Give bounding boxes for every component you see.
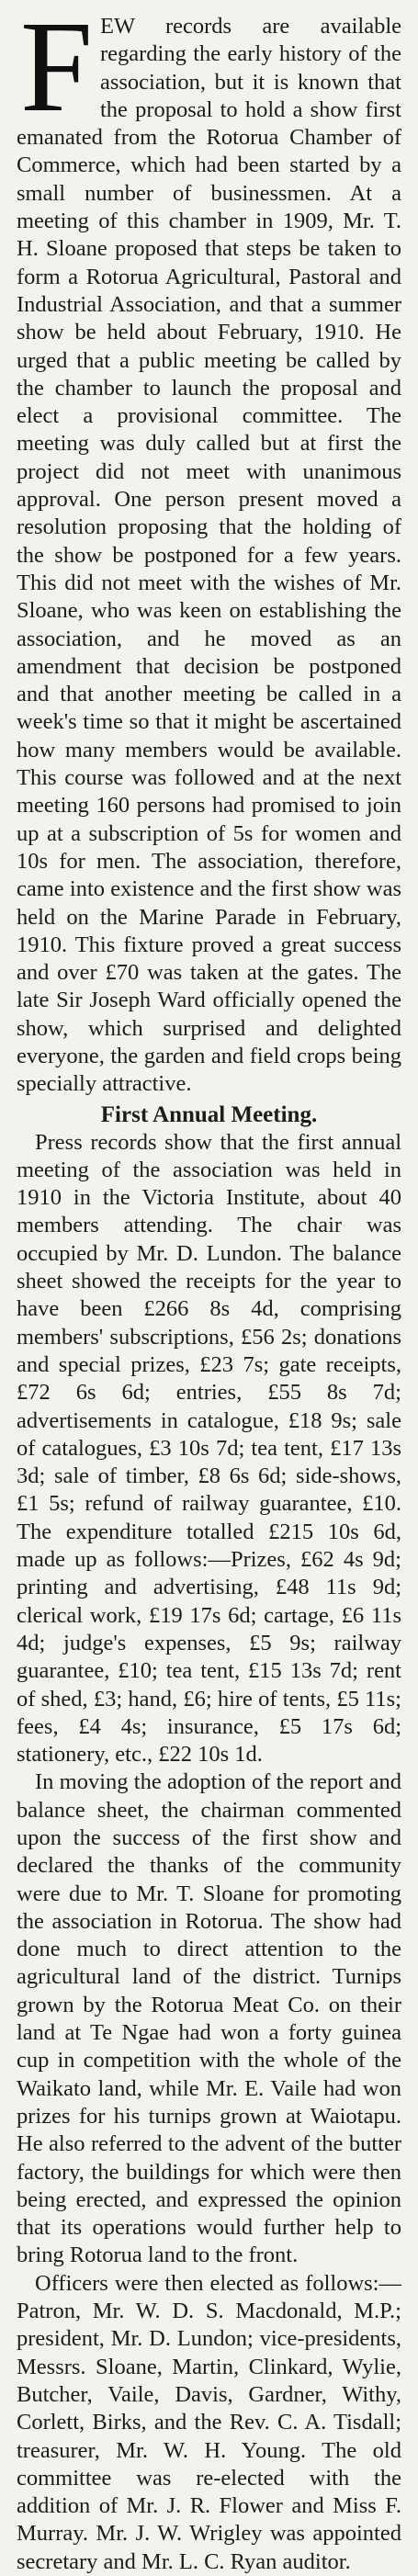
article-paragraph-3: In moving the adoption of the report and balance sheet, the chairman commented upon the success of the first show and declared the thanks of the community were due to Mr. T. Sloane for promoting the association in Rotorua. The show had done much to direct attention to the agricultural land of the district. Turnips grown by the Rotorua Meat Co. on their land at Te Ngae had won a forty guinea cup in competition with the whole of the Waikato land, while Mr. E. Vaile had won prizes for his turnips grown at Waiotapu. He also referred to the advent of the butter factory, the buildings for which were then being erected, and expressed the opinion that its operations would further help to bring Rotorua land to the front. [17,1769,401,2268]
article-paragraph-1 [17,0,401,1099]
paragraph-1-text: EW records are available regarding the early history of the association, but it is known that the proposal to hold a show first emanated from the Rotorua Chamber of Commerce, which had been started by a small number of businessmen. At a meeting of this chamber in 1909, Mr. T. H. Sloane proposed that steps be taken to form a Rotorua Agricultural, Pastoral and Industrial Association, and that a summer show be held about February, 1910. He urged that a public meeting be called by the chamber to launch the proposal and elect a provisional committee. The meeting was duly called but at first the project did not meet with unanimous approval. One person present moved a resolution proposing that the holding of the show be postponed for a few years. This did not meet with the wishes of Mr. Sloane, who was keen on establishing the association, and he moved as an amendment that decision be postponed and that another meeting be called in a week's time so that it might be ascertained how many members would be available. This course was followed and at the next meeting 160 persons had promised to join up at a subscription of 5s for women and 10s for men. The association, therefore, came into existence and the first show was held on the Marine Parade in February, 1910. This fixture proved a great success and over £70 was taken at the gates. The late Sir Joseph Ward officially opened the show, which surprised and delighted everyone, the garden and field crops being specially attractive. [17,14,401,1097]
section-subheading: First Annual Meeting. [100,1102,318,1127]
drop-cap: F [20,0,93,139]
article-paragraph-2: Press records show that the first annual meeting of the association was held in 1910 in the Victoria Institute, about 40 members attending. The chair was occupied by Mr. D. Lundon. The balance sheet showed the receipts for the year to have been £266 8s 4d, comprising members' subscriptions, £56 2s; donations and special prizes, £23 7s; gate receipts, £72 6s 6d; entries, £55 8s 7d; advertisements in catalogue, £18 9s; sale of catalogues, £3 10s 7d; tea tent, £17 13s 3d; sale of timber, £8 6s 6d; side-shows, £1 5s; refund of railway guarantee, £10. The expenditure totalled £215 10s 6d, made up as follows:—Prizes, £62 4s 9d; printing and advertising, £48 11s 9d; clerical work, £19 17s 6d; cartage, £6 11s 4d; judge's expenses, £5 9s; railway guarantee, £10; tea tent, £15 13s 7d; rent of shed, £3; hand, £6; hire of tents, £5 11s; fees, £4 4s; insurance, £5 17s 6d; stationery, etc., £22 10s 1d. [17,1129,401,1768]
article-paragraph-4: Officers were then elected as follows:—Patron, Mr. W. D. S. Macdonald, M.P.; president, Mr. D. Lundon; vice-presidents, Messrs. Sloane, Martin, Clinkard, Wylie, Butcher, Vaile, Davis, Gardner, Withy, Corlett, Birks, and the Rev. C. A. Tisdall; treasurer, Mr. W. H. Young. The old committee was re-elected with the addition of Mr. J. R. Flower and Miss F. Murray. Mr. J. W. Wrigley was appointed secretary and Mr. L. C. Ryan auditor. [17,2270,401,2574]
